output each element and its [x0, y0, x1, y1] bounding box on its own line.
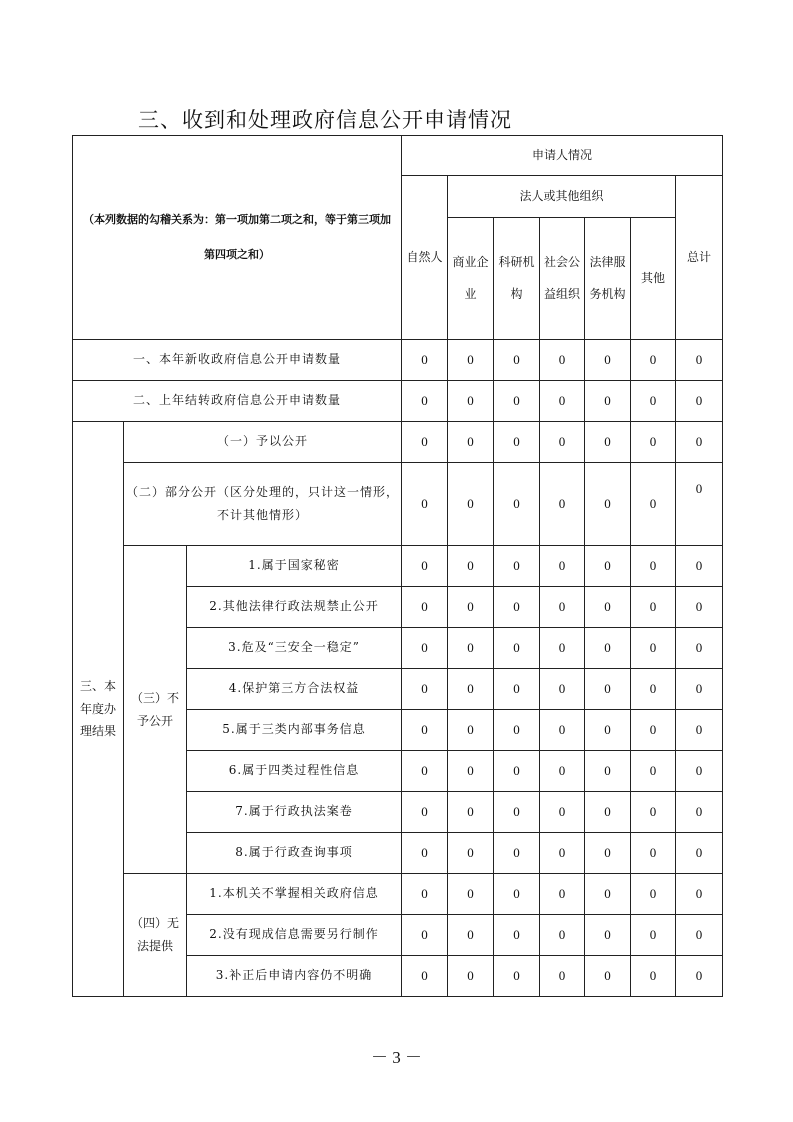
- cell-value: 0: [448, 422, 494, 463]
- row-label: 6.属于四类过程性信息: [187, 751, 402, 792]
- cell-value: 0: [631, 874, 676, 915]
- cell-value: 0: [448, 381, 494, 422]
- cell-value: 0: [631, 340, 676, 381]
- cell-value: 0: [402, 710, 448, 751]
- cell-value: 0: [631, 422, 676, 463]
- cell-value: 0: [448, 956, 494, 997]
- cell-value: 0: [631, 833, 676, 874]
- commercial-header: 商业企业: [448, 218, 494, 340]
- cell-value: 0: [448, 463, 494, 546]
- cell-value: 0: [494, 587, 540, 628]
- cell-value: 0: [402, 751, 448, 792]
- cell-value: 0: [448, 915, 494, 956]
- cell-value: 0: [585, 628, 631, 669]
- cell-value: 0: [676, 792, 723, 833]
- cell-value: 0: [448, 751, 494, 792]
- cell-value: 0: [676, 669, 723, 710]
- cell-value: 0: [402, 587, 448, 628]
- cell-value: 0: [448, 546, 494, 587]
- row-label: 二、上年结转政府信息公开申请数量: [73, 381, 402, 422]
- cell-value: 0: [540, 587, 585, 628]
- table-row: [73, 381, 723, 422]
- cell-value: 0: [631, 463, 676, 546]
- application-statistics-table: [72, 135, 723, 997]
- cell-value: 0: [631, 381, 676, 422]
- cell-value: 0: [402, 669, 448, 710]
- cell-value: 0: [631, 710, 676, 751]
- cell-value: 0: [676, 340, 723, 381]
- cell-value: 0: [631, 751, 676, 792]
- cell-value: 0: [585, 956, 631, 997]
- cell-value: 0: [676, 915, 723, 956]
- cell-value: 0: [448, 669, 494, 710]
- cell-value: 0: [585, 751, 631, 792]
- cell-value: 0: [494, 751, 540, 792]
- cell-value: 0: [494, 792, 540, 833]
- cell-value: 0: [402, 915, 448, 956]
- cell-value: 0: [402, 874, 448, 915]
- cell-value: 0: [585, 915, 631, 956]
- cell-value: 0: [448, 792, 494, 833]
- cell-value: 0: [585, 463, 631, 546]
- cell-value: 0: [494, 669, 540, 710]
- cell-value: 0: [540, 422, 585, 463]
- cell-value: 0: [540, 710, 585, 751]
- cell-value: 0: [448, 340, 494, 381]
- cell-value: 0: [402, 381, 448, 422]
- row-label: 4.保护第三方合法权益: [187, 669, 402, 710]
- cell-value: 0: [676, 710, 723, 751]
- cell-value: 0: [676, 628, 723, 669]
- cell-value: 0: [448, 874, 494, 915]
- row-label: 2.没有现成信息需要另行制作: [187, 915, 402, 956]
- table-row: [73, 422, 723, 463]
- cell-value: 0: [494, 463, 540, 546]
- cell-value: 0: [540, 381, 585, 422]
- relationship-note: （本列数据的勾稽关系为：第一项加第二项之和，等于第三项加第四项之和）: [73, 136, 402, 340]
- cell-value: 0: [494, 628, 540, 669]
- cell-value: 0: [676, 587, 723, 628]
- cell-value: 0: [631, 628, 676, 669]
- row-label: 3.危及“三安全一稳定”: [187, 628, 402, 669]
- legal-group-header: 法人或其他组织: [448, 176, 676, 218]
- cell-value: 0: [540, 546, 585, 587]
- legal-service-header: 法律服务机构: [585, 218, 631, 340]
- cell-value: 0: [448, 833, 494, 874]
- total-header: 总计: [676, 176, 723, 340]
- cell-value: 0: [540, 833, 585, 874]
- cell-value: 0: [494, 381, 540, 422]
- row-label: 8.属于行政查询事项: [187, 833, 402, 874]
- cell-value: 0: [494, 710, 540, 751]
- row-label: （二）部分公开（区分处理的，只计这一情形，不计其他情形）: [124, 463, 402, 546]
- cell-value: 0: [540, 792, 585, 833]
- cell-value: 0: [402, 628, 448, 669]
- table-row: [73, 546, 723, 587]
- cell-value: 0: [448, 710, 494, 751]
- cell-value: 0: [676, 874, 723, 915]
- cell-value: 0: [402, 463, 448, 546]
- group3-label: （三）不予公开: [124, 546, 187, 874]
- cell-value: 0: [676, 956, 723, 997]
- row-label: 7.属于行政执法案卷: [187, 792, 402, 833]
- applicant-header: 申请人情况: [402, 136, 723, 176]
- cell-value: 0: [631, 669, 676, 710]
- cell-value: 0: [585, 669, 631, 710]
- cell-value: 0: [402, 340, 448, 381]
- cell-value: 0: [631, 546, 676, 587]
- cell-value: 0: [494, 833, 540, 874]
- cell-value: 0: [540, 874, 585, 915]
- row-label: 一、本年新收政府信息公开申请数量: [73, 340, 402, 381]
- cell-value: 0: [676, 833, 723, 874]
- group4-label: （四）无法提供: [124, 874, 187, 997]
- cell-value: 0: [540, 915, 585, 956]
- page-title: 三、收到和处理政府信息公开申请情况: [138, 108, 512, 132]
- cell-value: 0: [540, 463, 585, 546]
- cell-value: 0: [676, 381, 723, 422]
- cell-value: 0: [585, 874, 631, 915]
- cell-value: 0: [402, 956, 448, 997]
- cell-value: 0: [402, 546, 448, 587]
- cell-value: 0: [494, 915, 540, 956]
- cell-value: 0: [494, 956, 540, 997]
- cell-value: 0: [402, 833, 448, 874]
- cell-value: 0: [631, 915, 676, 956]
- cell-value: 0: [631, 792, 676, 833]
- cell-value: 0: [540, 669, 585, 710]
- natural-person-header: 自然人: [402, 176, 448, 340]
- cell-value: 0: [540, 751, 585, 792]
- other-header: 其他: [631, 218, 676, 340]
- cell-value: 0: [540, 956, 585, 997]
- cell-value: 0: [631, 587, 676, 628]
- page-number: － 3 －: [371, 1048, 422, 1067]
- section3-label: 三、本年度办理结果: [73, 422, 124, 997]
- research-header: 科研机构: [494, 218, 540, 340]
- cell-value: 0: [585, 546, 631, 587]
- cell-value: 0: [494, 340, 540, 381]
- row-label: （一）予以公开: [124, 422, 402, 463]
- cell-value: 0: [676, 546, 723, 587]
- cell-value: 0: [676, 422, 723, 463]
- table-row: [73, 874, 723, 915]
- table-row: [73, 463, 723, 546]
- cell-value: 0: [494, 874, 540, 915]
- cell-value: 0: [402, 422, 448, 463]
- cell-value: 0: [494, 546, 540, 587]
- cell-value: 0: [631, 956, 676, 997]
- cell-value: 0: [585, 587, 631, 628]
- cell-value: 0: [448, 628, 494, 669]
- row-label: 5.属于三类内部事务信息: [187, 710, 402, 751]
- cell-value: 0: [676, 751, 723, 792]
- cell-value: 0: [585, 792, 631, 833]
- cell-value: 0: [402, 792, 448, 833]
- row-label: 3.补正后申请内容仍不明确: [187, 956, 402, 997]
- cell-value: 0: [585, 340, 631, 381]
- cell-value: 0: [585, 422, 631, 463]
- row-label: 2.其他法律行政法规禁止公开: [187, 587, 402, 628]
- cell-value: 0: [540, 628, 585, 669]
- row-label: 1.本机关不掌握相关政府信息: [187, 874, 402, 915]
- cell-value: 0: [585, 833, 631, 874]
- cell-value: 0: [585, 710, 631, 751]
- social-header: 社会公益组织: [540, 218, 585, 340]
- cell-value: 0: [494, 422, 540, 463]
- row-label: 1.属于国家秘密: [187, 546, 402, 587]
- cell-value: 0: [676, 463, 723, 546]
- cell-value: 0: [585, 381, 631, 422]
- cell-value: 0: [540, 340, 585, 381]
- table-row: [73, 340, 723, 381]
- cell-value: 0: [448, 587, 494, 628]
